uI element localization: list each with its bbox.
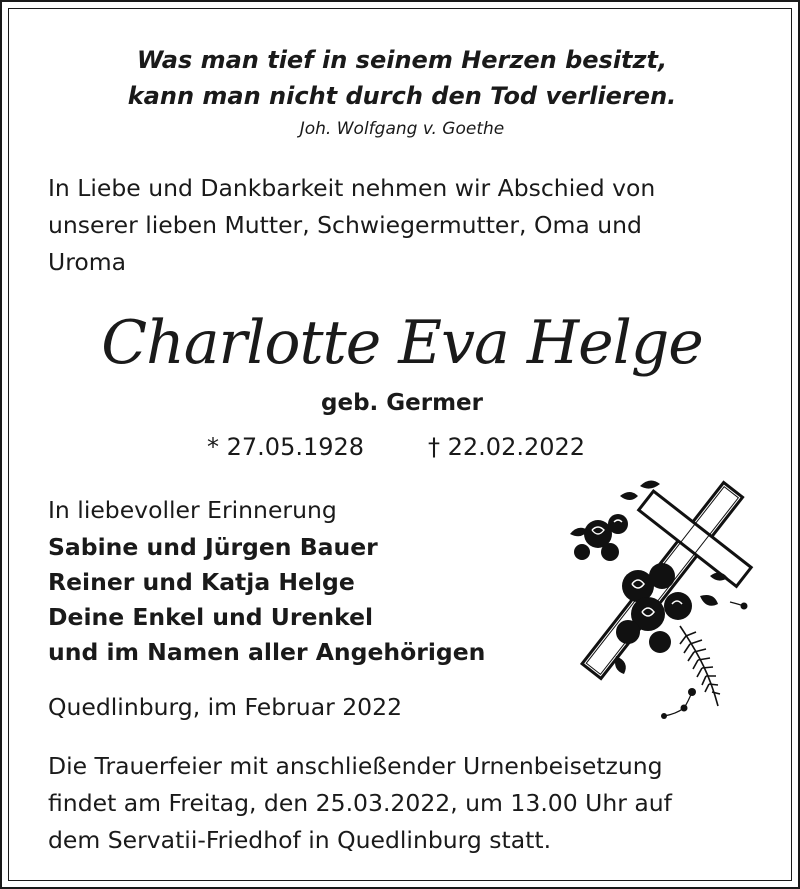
intro-line-1: In Liebe und Dankbarkeit nehmen wir Abschied von: [48, 174, 656, 202]
birth-name: geb. Germer: [321, 390, 483, 416]
mourner-line: und im Namen aller Angehörigen: [48, 638, 486, 666]
quote-line-1: Was man tief in seinem Herzen besitzt,: [136, 46, 668, 74]
mourners-heading: In liebevoller Erinnerung: [48, 496, 337, 524]
intro-line-2: unserer lieben Mutter, Schwiegermutter, Oma und: [48, 211, 642, 239]
deceased-name: Charlotte Eva Helge: [101, 308, 703, 378]
funeral-line-3: dem Servatii-Friedhof in Quedlinburg statt.: [48, 826, 552, 854]
mourner-line: Deine Enkel und Urenkel: [48, 603, 374, 631]
mourner-line: Reiner und Katja Helge: [48, 568, 355, 596]
cross-with-roses-icon: [560, 456, 756, 726]
death-date: † 22.02.2022: [428, 433, 586, 461]
birth-date: * 27.05.1928: [207, 433, 365, 461]
quote-author: Joh. Wolfgang v. Goethe: [299, 119, 505, 139]
intro-line-3: Uroma: [48, 248, 127, 276]
funeral-line-2: findet am Freitag, den 25.03.2022, um 13.00 Uhr auf: [48, 789, 672, 817]
place-date: Quedlinburg, im Februar 2022: [48, 693, 403, 721]
mourner-line: Sabine und Jürgen Bauer: [48, 533, 378, 561]
funeral-line-1: Die Trauerfeier mit anschließender Urnenbeisetzung: [48, 752, 663, 780]
quote-line-2: kann man nicht durch den Tod verlieren.: [127, 82, 677, 110]
